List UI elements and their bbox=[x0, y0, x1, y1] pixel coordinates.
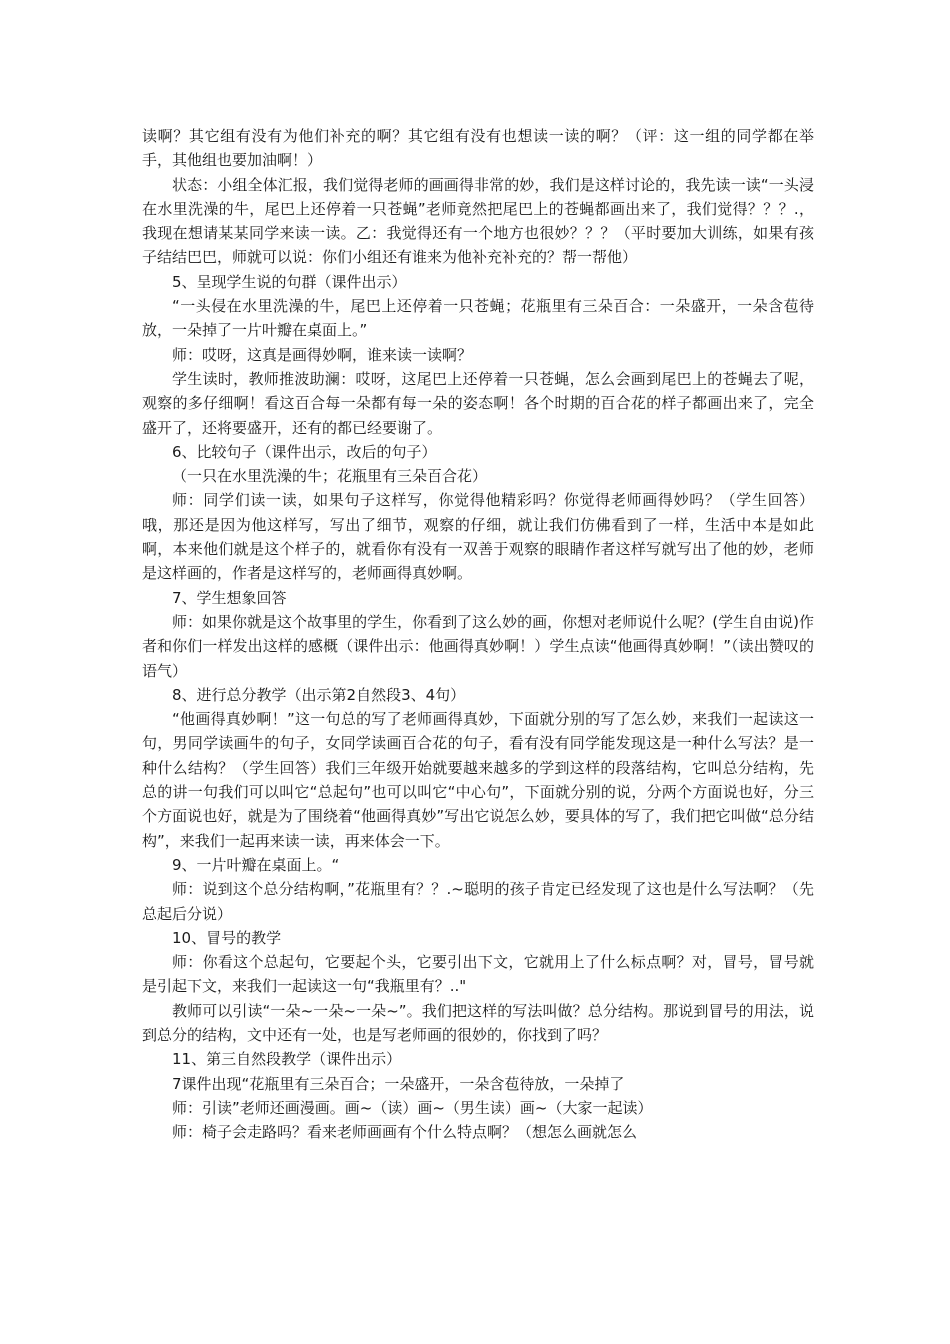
heading-9: 9、一片叶瓣在桌面上。“ bbox=[172, 855, 340, 874]
paragraph-14: 师：引读”老师还画漫画。画~（读）画~（男生读）画~（大家一起读） bbox=[172, 1098, 653, 1117]
paragraph-4: 师：哎呀，这真是画得妙啊，谁来读一读啊？ bbox=[172, 345, 473, 364]
heading-10: 10、冒号的教学 bbox=[172, 928, 282, 947]
paragraph-12: 教师可以引读“一朵~一朵~一朵~”。我们把这样的写法叫做？总分结构。那说到冒号的用法，说到总分的结构，文中还有一处，也是写老师画的很妙的，你找到了吗？ bbox=[142, 1001, 814, 1044]
paragraph-8: 师：如果你就是这个故事里的学生，你看到了这么妙的画，你想对老师说什么呢？(学生自由说)作者和你们一样发出这样的感概（课件出示：他画得真妙啊！）学生点读“他画得真妙啊！”（读出赞叹的语气） bbox=[142, 612, 814, 680]
paragraph-15: 师：椅子会走路吗？看来老师画画有个什么特点啊？（想怎么画就怎么 bbox=[172, 1123, 638, 1142]
heading-6: 6、比较句子（课件出示，改后的句子） bbox=[172, 442, 437, 461]
paragraph-5: 学生读时，教师推波助澜：哎呀，这尾巴上还停着一只苍蝇，怎么会画到尾巴上的苍蝇去了呢，观察的多仔细啊！看这百合每一朵都有每一朵的姿态啊！各个时期的百合花的样子都画出来了，完全盛开了，还将要盛开，还有的都已经要谢了。 bbox=[142, 369, 814, 437]
paragraph-10: 师：说到这个总分结构啊，”花瓶里有？？.~聪明的孩子肯定已经发现了这也是什么写法啊？（先总起后分说） bbox=[142, 880, 814, 923]
heading-7: 7、学生想象回答 bbox=[172, 588, 287, 607]
heading-8: 8、进行总分教学（出示第2自然段3、4句） bbox=[172, 685, 466, 704]
paragraph-13: 7课件出现“花瓶里有三朵百合；一朵盛开，一朵含苞待放，一朵掉了 bbox=[172, 1074, 625, 1093]
paragraph-7: 师：同学们读一读，如果句子这样写，你觉得他精彩吗？你觉得老师画得妙吗？（学生回答）哦，那还是因为他这样写，写出了细节，观察的仔细，就让我们仿佛看到了一样，生活中本是如此啊，本来他们就是这个样子的，就看你有没有一双善于观察的眼睛作者这样写就写出了他的妙，老师是这样画的，作者是这样写的，老师画得真妙啊。 bbox=[142, 491, 814, 583]
paragraph-11: 师：你看这个总起句，它要起个头，它要引出下文，它就用上了什么标点啊？对，冒号，冒号就是引起下文，来我们一起读这一句“我瓶里有？.." bbox=[142, 953, 814, 996]
heading-5: 5、呈现学生说的句群（课件出示） bbox=[172, 272, 407, 291]
paragraph-6: （一只在水里洗澡的牛；花瓶里有三朵百合花） bbox=[172, 467, 488, 486]
heading-11: 11、第三自然段教学（课件出示） bbox=[172, 1050, 402, 1069]
paragraph-1: 读啊？其它组有没有为他们补充的啊？其它组有没有也想读一读的啊？（评：这一组的同学都在举手，其他组也要加油啊！） bbox=[142, 127, 814, 170]
paragraph-3: “一头侵在水里洗澡的牛，尾巴上还停着一只苍蝇；花瓶里有三朵百合：一朵盛开，一朵含苞待放，一朵掉了一片叶瓣在桌面上。” bbox=[142, 297, 814, 340]
paragraph-2: 状态：小组全体汇报，我们觉得老师的画画得非常的妙，我们是这样讨论的，我先读一读“一头浸在水里洗澡的牛，尾巴上还停着一只苍蝇”老师竟然把尾巴上的苍蝇都画出来了，我们觉得？？？.，我现在想请某某同学来读一读。乙：我觉得还有一个地方也很妙？？？（平时要加大训练，如果有孩子结结巴巴，师就可以说：你们小组还有谁来为他补充补充的？帮一帮他） bbox=[142, 175, 814, 267]
document-body bbox=[142, 124, 814, 1144]
paragraph-9: “他画得真妙啊！”这一句总的写了老师画得真妙，下面就分别的写了怎么妙，来我们一起读这一句，男同学读画牛的句子，女同学读画百合花的句子，看有没有同学能发现这是一种什么写法？是一种什么结构？（学生回答）我们三年级开始就要越来越多的学到这样的段落结构，它叫总分结构，先总的讲一句我们可以叫它“总起句”也可以叫它“中心句”，下面就分别的说，分两个方面说也好，分三个方面说也好，就是为了围绕着“他画得真妙”写出它说怎么妙，要具体的写了，我们把它叫做“总分结构”，来我们一起再来读一读，再来体会一下。 bbox=[142, 710, 814, 850]
